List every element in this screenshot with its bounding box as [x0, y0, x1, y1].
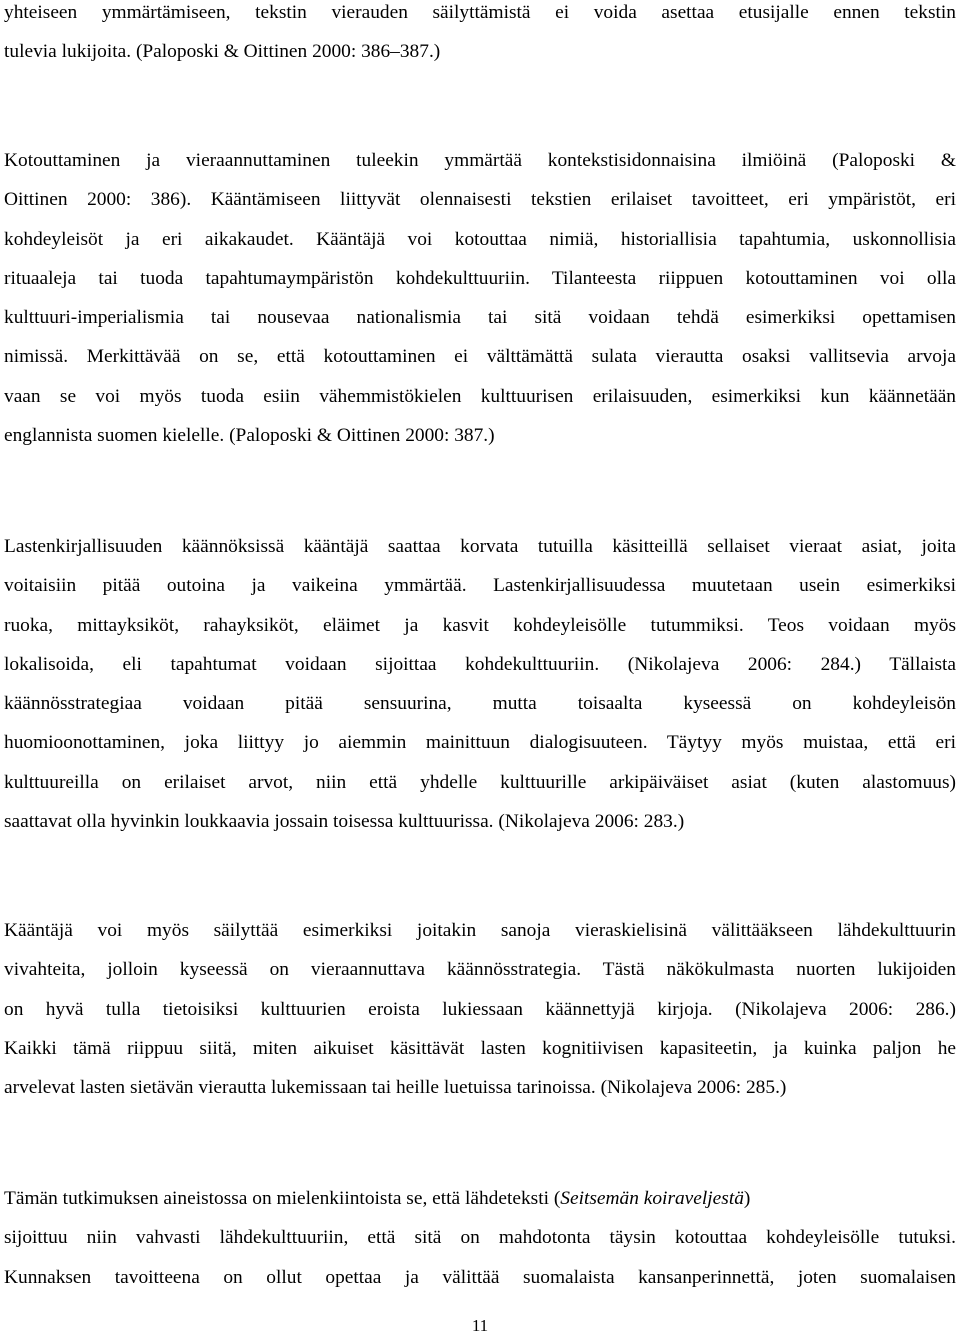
text-line [4, 1179, 956, 1218]
text-line: on hyvä tulla tietoisiksi kulttuurien eroista lukiessaan käännettyjä kirjoja. (Nikolajeva 2006: 286.) [4, 998, 956, 1020]
text-line: yhteiseen ymmärtämiseen, tekstin vierauden säilyttämistä ei voida asettaa etusijalle ennen tekstin [4, 2, 956, 23]
text-segment: ) [743, 1188, 751, 1209]
paragraph-1 [4, 0, 956, 72]
text-line: Lastenkirjallisuuden käännöksissä kääntäjä saattaa korvata tutuilla käsitteillä sellaiset vieraat asiat, joita [4, 536, 956, 557]
text-line: nimissä. Merkittävää on se, että kotouttaminen ei välttämättä sulata vierautta osaksi vallitsevia arvoja [4, 346, 956, 368]
paragraph-4 [4, 911, 956, 1107]
text-line: Oittinen 2000: 386). Kääntämiseen liittyvät olennaisesti tekstien erilaiset tavoitteet, eri ympäristöt, eri [4, 189, 956, 211]
text-line: sijoittuu niin vahvasti lähdekulttuuriin, että sitä on mahdotonta täysin kotouttaa kohdeyleisölle tutuksi. [4, 1227, 956, 1249]
text-line: arvelevat lasten sietävän vierautta lukemissaan tai heille luetuissa tarinoissa. (Nikolajeva 2006: 285.) [4, 1077, 787, 1099]
text-line: huomioonottaminen, joka liittyy jo aiemmin mainittuun dialogisuuteen. Täytyy myös muistaa, että eri [4, 732, 956, 754]
paragraph-2 [4, 141, 956, 455]
text-line: vaan se voi myös tuoda esiin vähemmistökielen kulttuurisen erilaisuuden, esimerkiksi kun käännetään [4, 385, 956, 407]
text-line: Kaikki tämä riippuu siitä, miten aikuiset käsittävät lasten kognitiivisen kapasiteetin, ja kuinka paljon he [4, 1037, 956, 1059]
text-line: Kunnaksen tavoitteena on ollut opettaa ja välittää suomalaista kansanperinnettä, joten suomalaisen [4, 1266, 956, 1288]
text-line: rituaaleja tai tuoda tapahtumaympäristön kohdekulttuuriin. Tilanteesta riippuen kotouttaminen voi olla [4, 267, 956, 289]
text-line: Kotouttaminen ja vieraannuttaminen tuleekin ymmärtää kontekstisidonnaisina ilmiöinä (Paloposki & [4, 150, 956, 171]
text-line: kulttuureilla on erilaiset arvot, niin että yhdelle kulttuurille arkipäiväiset asiat (kuten alastomuus) [4, 771, 956, 793]
paragraph-5 [4, 1179, 956, 1297]
text-line: englannista suomen kielelle. (Paloposki & Oittinen 2000: 387.) [4, 425, 495, 447]
text-line: käännösstrategiaa voidaan pitää sensuurina, mutta toisaalta kyseessä on kohdeyleisön [4, 693, 956, 715]
text-line: voitaisiin pitää outoina ja vaikeina ymmärtää. Lastenkirjallisuudessa muutetaan usein esimerkiksi [4, 575, 956, 597]
text-line: kohdeyleisöt ja eri aikakaudet. Kääntäjä voi kotouttaa nimiä, historiallisia tapahtumia, uskonnollisia [4, 228, 956, 250]
text-line: Kääntäjä voi myös säilyttää esimerkiksi joitakin sanoja vieraskielisinä välittääkseen lähdekulttuurin [4, 920, 956, 941]
text-line: lokalisoida, eli tapahtumat voidaan sijoittaa kohdekulttuuriin. (Nikolajeva 2006: 284.) Tällaista [4, 653, 956, 675]
paragraph-3 [4, 527, 956, 841]
text-line: tulevia lukijoita. (Paloposki & Oittinen 2000: 386–387.) [4, 41, 441, 63]
text-segment: Tämän tutkimuksen aineistossa on mielenkiintoista se, että lähdeteksti ( [4, 1188, 561, 1209]
page-number: 11 [471, 1316, 489, 1335]
book-title: Seitsemän koiraveljestä [560, 1188, 744, 1209]
text-line: saattavat olla hyvinkin loukkaavia jossain toisessa kulttuurissa. (Nikolajeva 2006: 283.) [4, 811, 685, 833]
text-line: ruoka, mittayksiköt, rahayksiköt, eläimet ja kasvit kohdeyleisölle tutummiksi. Teos voidaan myös [4, 614, 956, 636]
text-line: kulttuuri-imperialismia tai nousevaa nationalismia tai sitä voidaan tehdä esimerkiksi opettamisen [4, 307, 956, 329]
text-line: vivahteita, jolloin kyseessä on vieraannuttava käännösstrategia. Tästä näkökulmasta nuorten lukijoiden [4, 959, 956, 981]
